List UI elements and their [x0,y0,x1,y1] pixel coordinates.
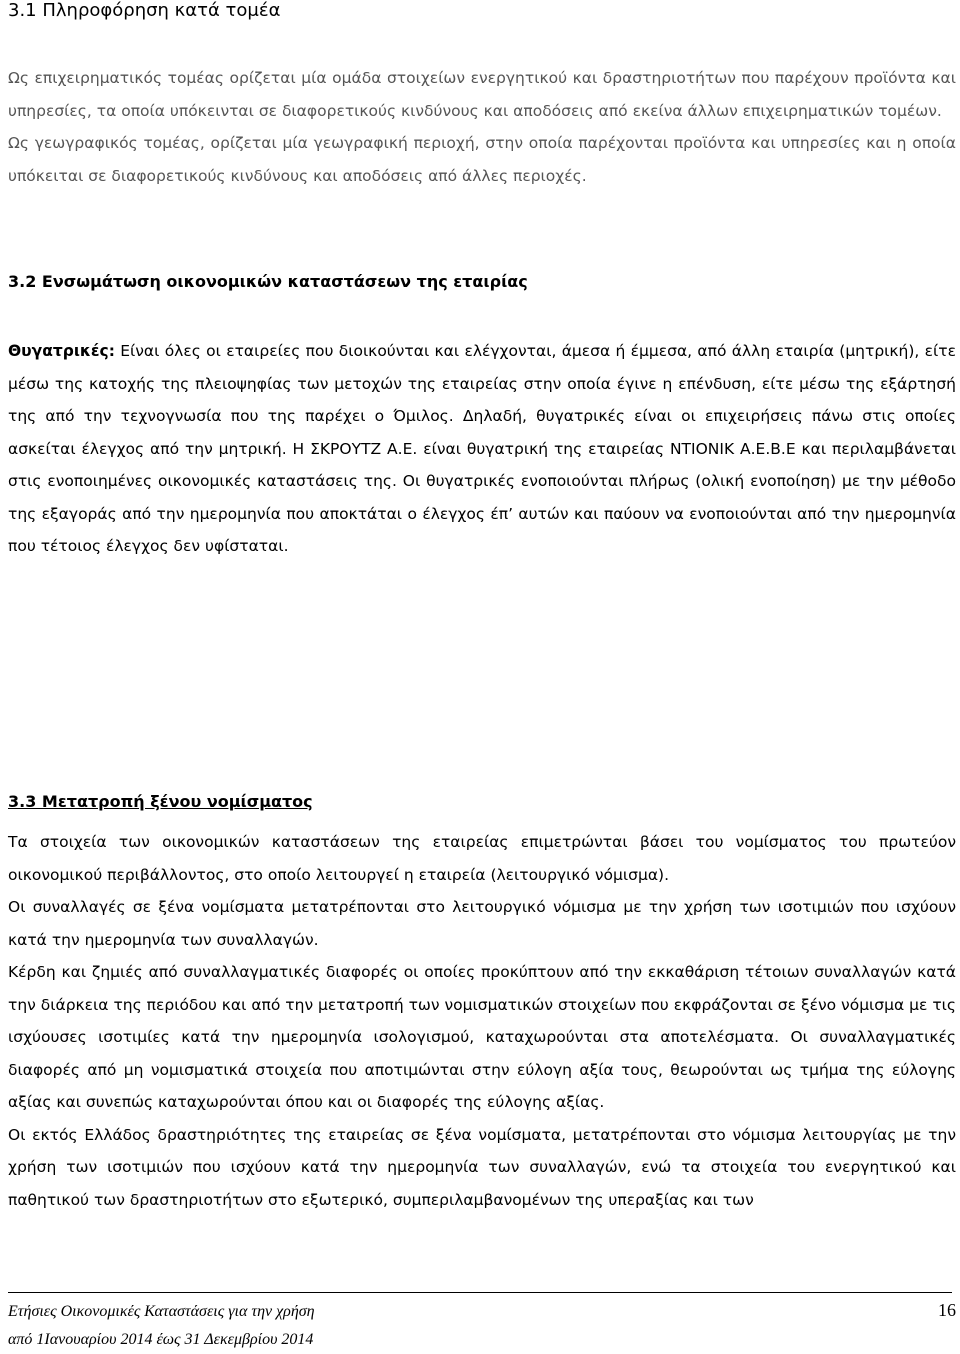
section-3-3-heading: 3.3 Μετατροπή ξένου νομίσματος [8,792,313,811]
footer-divider [8,1292,952,1293]
section-3-1-heading: 3.1 Πληροφόρηση κατά τομέα [8,0,281,21]
footer-report-title: Ετήσιες Οικονομικές Καταστάσεις για την χρήση [8,1303,315,1320]
paragraph-business-segment: Ως επιχειρηματικός τομέας ορίζεται μία ομάδα στοιχείων ενεργητικού και δραστηριοτήτων που παρέχουν προϊόντα και υπηρεσίες, τα οποία υπόκεινται σε διαφορετικούς κινδύνους και αποδόσεις από εκείνα άλλων επιχειρηματικών τομέων. [8,69,956,120]
paragraph-exchange-differences: Κέρδη και ζημιές από συναλλαγματικές διαφορές οι οποίες προκύπτουν από την εκκαθάριση τέτοιων συναλλαγών κατά την διάρκεια της περιόδου και από την μετατροπή των νομισματικών στοιχείων που εκφράζονται σε ξένο νόμισμα με τις ισχύουσες ισοτιμίες κατά την ημερομηνία ισολογισμού, καταχωρούνται στα αποτελέσματα. Οι συναλλαγματικές διαφορές από μη νομισματικά στοιχεία που αποτιμώνται στην εύλογη αξία τους, θεωρούνται ως τμήμα της εύλογης αξίας και συνεπώς καταχωρούνται όπου και οι διαφορές της εύλογης αξίας. [8,963,956,1111]
section-3-3-body [8,826,956,1216]
section-3-1-body [8,62,956,192]
page-number: 16 [938,1300,956,1320]
section-3-2-heading: 3.2 Ενσωμάτωση οικονομικών καταστάσεων της εταιρίας [8,272,528,291]
subsidiaries-term: Θυγατρικές: [8,342,115,360]
paragraph-foreign-transactions: Οι συναλλαγές σε ξένα νομίσματα μετατρέπονται στο λειτουργικό νόμισμα με την χρήση των ισοτιμιών που ισχύουν κατά την ημερομηνία των συναλλαγών. [8,898,956,949]
paragraph-geographic-segment: Ως γεωγραφικός τομέας, ορίζεται μία γεωγραφική περιοχή, στην οποία παρέχονται προϊόντα και υπηρεσίες και η οποία υπόκειται σε διαφορετικούς κινδύνους και αποδόσεις από άλλες περιοχές. [8,134,956,185]
paragraph-subsidiaries [8,335,956,563]
paragraph-functional-currency: Τα στοιχεία των οικονομικών καταστάσεων της εταιρείας επιμετρώνται βάσει του νομίσματος του πρωτεύον οικονομικού περιβάλλοντος, στο οποίο λειτουργεί η εταιρεία (λειτουργικό νόμισμα). [8,833,956,884]
footer-period: από 1Ιανουαρίου 2014 έως 31 Δεκεμβρίου 2014 [8,1331,314,1348]
subsidiaries-text: Είναι όλες οι εταιρείες που διοικούνται και ελέγχονται, άμεσα ή έμμεσα, από άλλη εταιρία (μητρική), είτε μέσω της κατοχής της πλειοψηφίας των μετοχών της εταιρείας στην οποία έγινε η επένδυση, είτε μέσω της εξάρτησή της από την τεχνογνωσία που της παρέχει ο Όμιλος. Δηλαδή, θυγατρικές είναι οι επιχειρήσεις πάνω στις οποίες ασκείται έλεγχος από την μητρική. Η ΣΚΡΟΥΤΖ Α.Ε. είναι θυγατρική της εταιρείας ΝΤΙΟΝΙΚ Α.Ε.Β.Ε και περιλαμβάνεται στις ενοποιημένες οικονομικές καταστάσεις της. Οι θυγατρικές ενοποιούνται πλήρως (ολική ενοποίηση) με την μέθοδο της εξαγοράς από την ημερομηνία που αποκτάται ο έλεγχος έπ’ αυτών και παύουν να ενοποιούνται από την ημερομηνία που τέτοιος έλεγχος δεν υφίσταται. [8,342,956,555]
paragraph-foreign-operations: Οι εκτός Ελλάδος δραστηριότητες της εταιρείας σε ξένα νομίσματα, μετατρέπονται στο νόμισμα λειτουργίας με την χρήση των ισοτιμιών που ισχύουν κατά την ημερομηνία των συναλλαγών, ενώ τα στοιχεία του ενεργητικού και παθητικού των δραστηριοτήτων στο εξωτερικό, συμπεριλαμβανομένων της υπεραξίας και των [8,1125,956,1209]
section-3-2-body [8,335,956,563]
